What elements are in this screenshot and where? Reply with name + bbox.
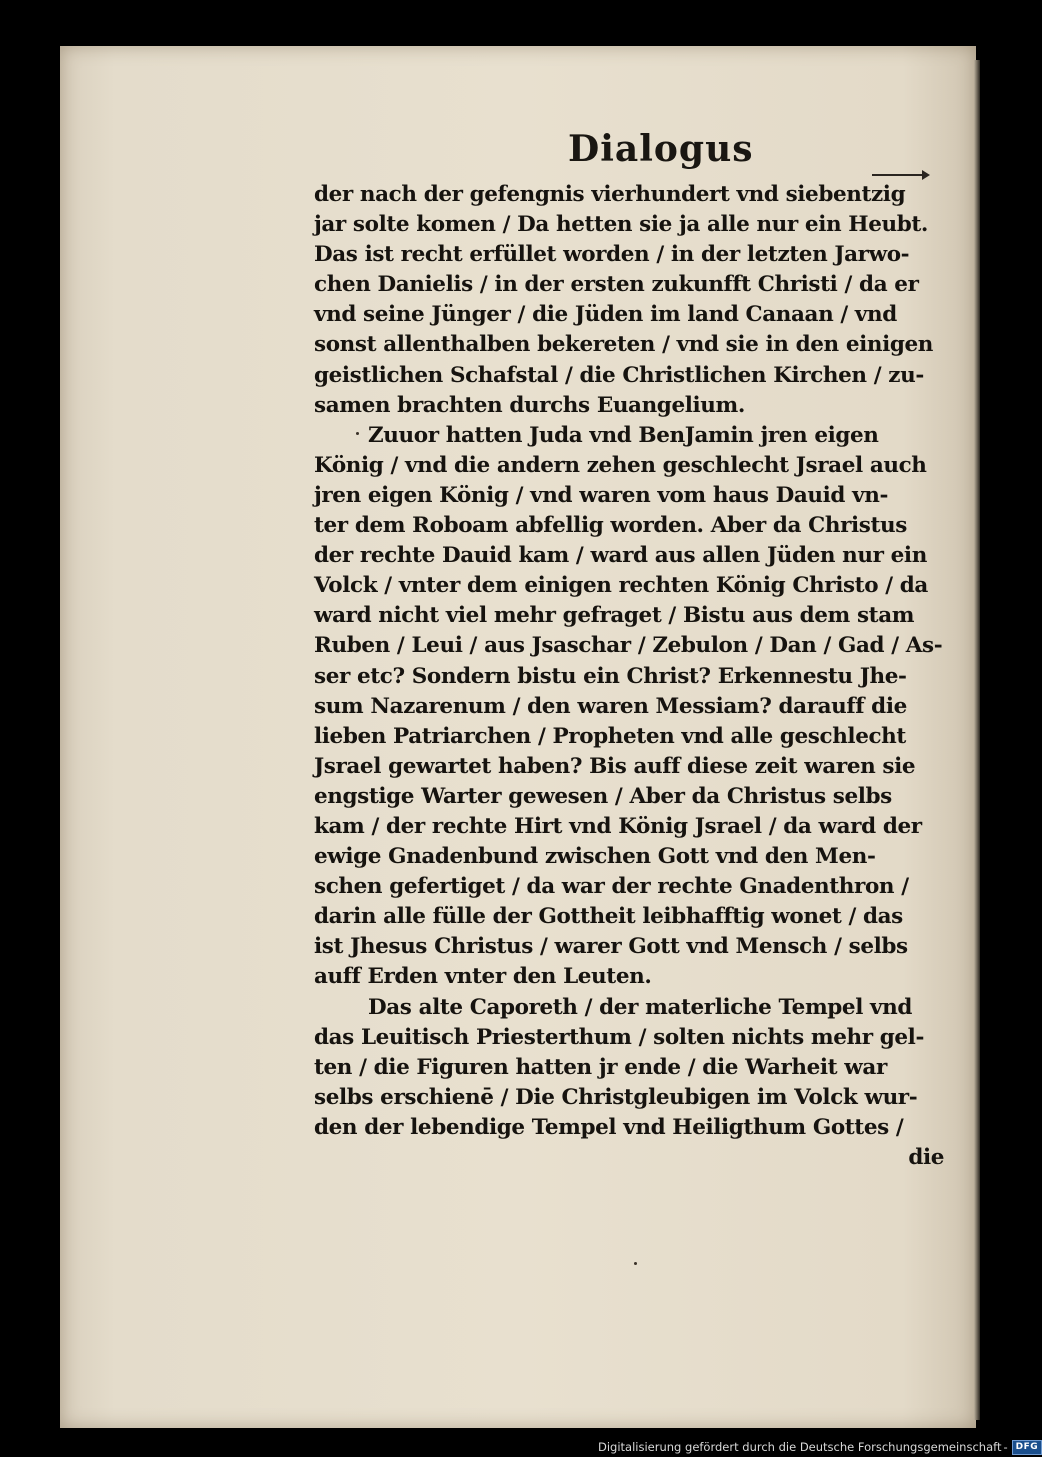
text-line: König / vnd die andern zehen geschlecht Jsrael auch bbox=[314, 452, 927, 478]
text-line: sum Nazarenum / den waren Messiam? darauff die bbox=[314, 693, 907, 719]
body-text bbox=[314, 180, 952, 1173]
text-line: Ruben / Leui / aus Jsaschar / Zebulon / Dan / Gad / As- bbox=[314, 633, 943, 659]
text-line: sonst allenthalben bekereten / vnd sie in den einigen bbox=[314, 332, 934, 358]
catchword: die bbox=[908, 1145, 944, 1170]
ink-speck bbox=[356, 432, 359, 435]
text-line: ward nicht viel mehr gefraget / Bistu aus dem stam bbox=[314, 603, 915, 629]
text-line: Jsrael gewartet haben? Bis auff diese zeit waren sie bbox=[314, 753, 916, 779]
text-line: ter dem Roboam abfellig worden. Aber da Christus bbox=[314, 513, 907, 539]
text-line: vnd seine Jünger / die Jüden im land Canaan / vnd bbox=[314, 302, 897, 328]
text-line: lieben Patriarchen / Propheten vnd alle geschlecht bbox=[314, 723, 906, 749]
text-line: selbs erschienē / Die Christgleubigen im Volck wur- bbox=[314, 1084, 918, 1110]
text-line: schen gefertiget / da war der rechte Gnadenthron / bbox=[314, 874, 909, 900]
text-line: geistlichen Schafstal / die Christlichen Kirchen / zu- bbox=[314, 362, 924, 388]
text-line: Volck / vnter dem einigen rechten König Christo / da bbox=[314, 573, 928, 599]
text-line: kam / der rechte Hirt vnd König Jsrael / da ward der bbox=[314, 813, 922, 839]
text-line: ser etc? Sondern bistu ein Christ? Erkennestu Jhe- bbox=[314, 663, 907, 689]
text-line: den der lebendige Tempel vnd Heiligthum Gottes / bbox=[314, 1114, 904, 1140]
text-line: auff Erden vnter den Leuten. bbox=[314, 964, 652, 990]
text-line: das Leuitisch Priesterthum / solten nichts mehr gel- bbox=[314, 1024, 924, 1050]
footer-separator: - bbox=[1003, 1440, 1008, 1454]
running-head-flourish bbox=[872, 174, 928, 176]
footer-credit bbox=[598, 1437, 1042, 1457]
text-line: Das alte Caporeth / der materliche Tempel vnd bbox=[368, 994, 913, 1020]
text-line: samen brachten durchs Euangelium. bbox=[314, 392, 745, 418]
text-line: ewige Gnadenbund zwischen Gott vnd den Men- bbox=[314, 844, 876, 870]
text-line: chen Danielis / in der ersten zukunfft Christi / da er bbox=[314, 272, 919, 298]
text-line: jar solte komen / Da hetten sie ja alle nur ein Heubt. bbox=[314, 212, 928, 238]
text-line: der nach der gefengnis vierhundert vnd siebentzig bbox=[314, 182, 906, 207]
page-edge bbox=[974, 60, 980, 1420]
text-line: darin alle fülle der Gottheit leibhafftig wonet / das bbox=[314, 904, 903, 930]
dfg-logo: DFG bbox=[1012, 1440, 1042, 1455]
text-line: ist Jhesus Christus / warer Gott vnd Mensch / selbs bbox=[314, 934, 908, 960]
text-line: ten / die Figuren hatten jr ende / die Warheit war bbox=[314, 1054, 887, 1080]
text-line: jren eigen König / vnd waren vom haus Dauid vn- bbox=[314, 482, 888, 508]
running-head: Dialogus bbox=[568, 128, 754, 170]
text-line: Zuuor hatten Juda vnd BenJamin jren eigen bbox=[368, 422, 879, 448]
footer-credit-text: Digitalisierung gefördert durch die Deutsche Forschungsgemeinschaft bbox=[598, 1440, 1002, 1454]
text-line: der rechte Dauid kam / ward aus allen Jüden nur ein bbox=[314, 543, 927, 569]
text-line: engstige Warter gewesen / Aber da Christus selbs bbox=[314, 783, 892, 809]
ink-speck bbox=[634, 1262, 637, 1265]
text-line: Das ist recht erfüllet worden / in der letzten Jarwo- bbox=[314, 242, 910, 268]
